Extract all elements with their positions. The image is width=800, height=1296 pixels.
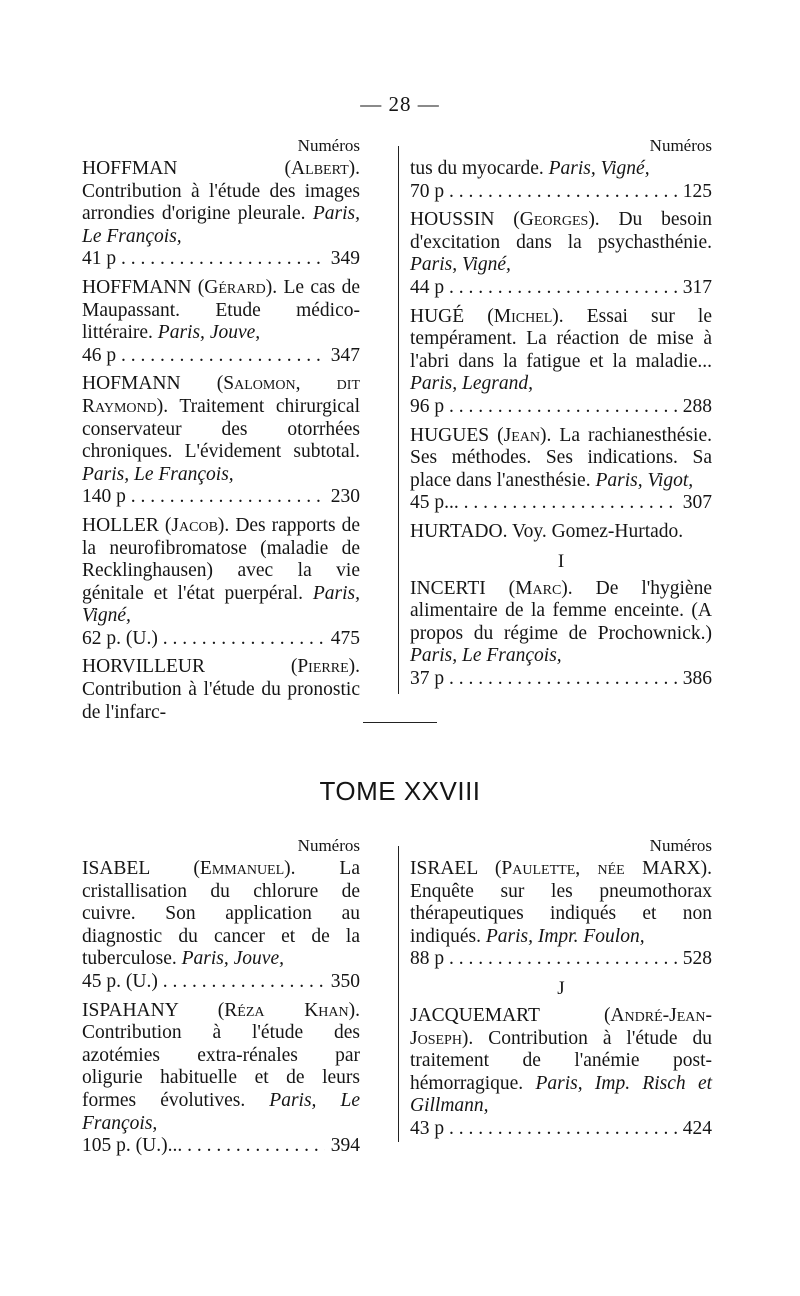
entry-text bbox=[82, 277, 360, 345]
bibliography-entry bbox=[82, 373, 360, 509]
entry-place: Paris, bbox=[410, 373, 458, 395]
entry-text bbox=[410, 209, 712, 277]
entry-number-line bbox=[82, 248, 360, 271]
column-header: Numéros bbox=[297, 136, 360, 155]
section-letter: I bbox=[557, 550, 565, 572]
bibliography-entry bbox=[82, 277, 360, 367]
entry-number-line bbox=[410, 277, 712, 300]
entry-title: Contribution à l'étude du pronostic de l'infarc- bbox=[82, 679, 360, 723]
entry-place: Paris, bbox=[181, 948, 229, 970]
entry-pages: 105 p. (U.)... . . . bbox=[82, 1135, 325, 1158]
column-divider bbox=[398, 146, 399, 694]
bottom-right-column bbox=[410, 836, 712, 1147]
entry-author: HOFFMANN (Gérard). bbox=[82, 276, 278, 298]
top-right-column bbox=[410, 136, 712, 696]
column-header: Numéros bbox=[649, 136, 712, 155]
entry-number: 347 bbox=[330, 344, 360, 366]
bibliography-entry bbox=[82, 158, 360, 271]
entry-place: Paris, bbox=[269, 1089, 317, 1111]
entry-publisher: Le François, bbox=[82, 225, 182, 247]
entry-pages: 44 p . . . bbox=[410, 277, 677, 300]
bibliography-entry bbox=[82, 858, 360, 994]
entry-number: 394 bbox=[330, 1135, 360, 1157]
entry-title: Voy. Gomez-Hurtado. bbox=[512, 520, 684, 542]
entry-text bbox=[410, 578, 712, 668]
entry-title: Du besoin d'excitation dans la psychasthénie. bbox=[410, 209, 712, 253]
entry-text bbox=[410, 425, 712, 493]
entry-author: HOFMANN (Salomon, dit Raymond). bbox=[82, 373, 360, 417]
entry-text bbox=[82, 858, 360, 971]
entry-pages: 43 p . . . bbox=[410, 1118, 677, 1141]
entry-publisher: Le François, bbox=[82, 1089, 360, 1134]
entry-number-line bbox=[82, 345, 360, 368]
entry-list bbox=[410, 578, 712, 691]
entry-publisher: Vigné, bbox=[462, 254, 511, 276]
entry-pages: 37 p . . . bbox=[410, 668, 677, 691]
entry-publisher: Imp. Risch et Gillmann, bbox=[410, 1072, 713, 1117]
entry-text bbox=[82, 656, 360, 724]
entry-publisher: Jouve, bbox=[209, 322, 261, 344]
entry-publisher: Impr. Foulon, bbox=[537, 925, 645, 947]
entry-list bbox=[82, 858, 360, 1158]
entry-place: Paris, bbox=[410, 645, 458, 667]
column-divider bbox=[398, 846, 399, 1142]
bibliography-entry bbox=[410, 209, 712, 299]
entry-title: Contribution à l'étude du traitement de l'anémie post-hémorragique. bbox=[410, 1027, 712, 1094]
entry-pages: 41 p . . . bbox=[82, 248, 325, 271]
tome-title: TOME XXVIII bbox=[319, 776, 481, 806]
entry-author: HOLLER (Jacob). bbox=[82, 514, 230, 536]
entry-place: Paris, bbox=[548, 158, 596, 179]
entry-publisher: Legrand, bbox=[462, 373, 533, 395]
page-number: — 28 — bbox=[360, 92, 440, 116]
entry-number: 350 bbox=[330, 970, 360, 992]
entry-publisher: Vigné, bbox=[600, 158, 650, 179]
entry-number-line bbox=[410, 492, 712, 515]
entry-title: Des rapports de la neurofibromatose (maladie de Recklinghausen) avec la vie génitale et l'état puerpéral. bbox=[82, 514, 360, 604]
entry-number: 230 bbox=[330, 486, 360, 508]
entry-number-line bbox=[82, 486, 360, 509]
entry-list bbox=[410, 1005, 712, 1141]
entry-author: JACQUEMART (André-Jean-Joseph). bbox=[410, 1004, 712, 1049]
entry-number: 317 bbox=[682, 276, 712, 298]
entry-number: 349 bbox=[330, 248, 360, 270]
column-header: Numéros bbox=[649, 836, 712, 855]
entry-place: Paris, bbox=[410, 254, 458, 276]
entry-publisher: Jouve, bbox=[233, 948, 284, 970]
entry-number-line bbox=[410, 181, 712, 204]
entry-place: Paris, bbox=[312, 203, 360, 225]
entry-author: INCERTI (Marc). bbox=[410, 577, 573, 599]
section-letter: J bbox=[557, 977, 565, 999]
entry-pages: 88 p . . . bbox=[410, 948, 677, 971]
entry-number-line bbox=[410, 1118, 712, 1141]
entry-number-line bbox=[82, 971, 360, 994]
entry-pages: 70 p . . . bbox=[410, 181, 677, 204]
entry-author: HORVILLEUR (Pierre). bbox=[82, 656, 360, 678]
bibliography-entry bbox=[410, 306, 712, 419]
entry-text bbox=[410, 521, 712, 544]
entry-number: 386 bbox=[682, 667, 712, 689]
entry-author: ISABEL (Emmanuel). bbox=[82, 858, 296, 879]
bibliography-entry bbox=[410, 158, 712, 203]
entry-number-line bbox=[410, 948, 712, 971]
entry-author: HOFFMAN (Albert). bbox=[82, 158, 360, 179]
entry-number: 424 bbox=[682, 1117, 712, 1139]
bibliography-entry bbox=[410, 1005, 712, 1141]
entry-number: 288 bbox=[682, 395, 712, 417]
entry-pages: 62 p. (U.) . . . bbox=[82, 628, 325, 651]
entry-text bbox=[82, 158, 360, 248]
entry-text bbox=[82, 515, 360, 628]
entry-list bbox=[82, 158, 360, 724]
entry-number-line bbox=[82, 1135, 360, 1158]
bibliography-entry bbox=[82, 515, 360, 651]
entry-number: 528 bbox=[682, 948, 712, 970]
bibliography-entry bbox=[410, 425, 712, 515]
entry-title: tus du myocarde. bbox=[410, 158, 544, 179]
entry-place: Paris, bbox=[535, 1072, 583, 1094]
column-header: Numéros bbox=[297, 836, 360, 855]
entry-title: Essai sur le tempérament. La réaction de mise à l'abri dans la fatigue et la maladie... bbox=[410, 305, 713, 372]
entry-title: Traitement chirurgical conservateur des otorrhées chroniques. L'évidement subtotal. bbox=[82, 395, 360, 463]
entry-number-line bbox=[410, 668, 712, 691]
entry-author: HUGÉ (Michel). bbox=[410, 305, 564, 327]
entry-place: Paris, bbox=[485, 925, 533, 947]
entry-place: Paris, bbox=[157, 322, 205, 344]
bibliography-entry bbox=[410, 578, 712, 691]
entry-publisher: Le François, bbox=[134, 463, 234, 485]
entry-publisher: Le François, bbox=[462, 645, 562, 667]
entry-pages: 96 p . . . bbox=[410, 396, 677, 419]
entry-title: Contribution à l'étude des azotémies extra-rénales par oligurie habituelle et de leurs formes évolutives. bbox=[82, 1022, 360, 1111]
entry-text bbox=[410, 858, 712, 948]
entry-author: ISRAEL (Paulette, née MARX). bbox=[410, 858, 712, 879]
entry-title: Le cas de Maupassant. Etude médico-littéraire. bbox=[82, 276, 360, 344]
entry-author: HOUSSIN (Georges). bbox=[410, 209, 600, 231]
entry-list bbox=[410, 158, 712, 544]
entry-text bbox=[410, 1005, 712, 1118]
entry-author: HURTADO. bbox=[410, 520, 508, 542]
entry-text bbox=[410, 158, 712, 181]
entry-number: 125 bbox=[682, 180, 712, 202]
entry-pages: 45 p... . . . bbox=[410, 492, 677, 515]
entry-list bbox=[410, 858, 712, 971]
bibliography-entry bbox=[82, 656, 360, 724]
entry-pages: 45 p. (U.) . . . bbox=[82, 971, 325, 994]
top-left-column bbox=[82, 136, 360, 730]
entry-text bbox=[410, 306, 712, 396]
entry-number: 307 bbox=[682, 492, 712, 514]
entry-author: ISPAHANY (Réza Khan). bbox=[82, 999, 360, 1021]
bottom-left-column bbox=[82, 836, 360, 1164]
entry-text bbox=[82, 1000, 360, 1136]
entry-title: La cristallisation du chlorure de cuivre. Son application au diagnostic du cancer et de la tuberculose. bbox=[82, 858, 360, 970]
entry-publisher: Vigné, bbox=[82, 605, 131, 627]
entry-title: Enquête sur les pneumothorax thérapeutiques indiqués et non indiqués. bbox=[410, 880, 712, 947]
entry-pages: 140 p . . . bbox=[82, 486, 325, 509]
bibliography-entry bbox=[82, 1000, 360, 1158]
entry-title: La rachianesthésie. Ses méthodes. Ses indications. Sa place dans l'anesthésie. bbox=[410, 424, 712, 491]
entry-number-line bbox=[82, 628, 360, 651]
entry-text bbox=[82, 373, 360, 486]
entry-title: De l'hygiène alimentaire de la femme enceinte. (A propos du régime de Prochownick.) bbox=[410, 577, 712, 644]
entry-number-line bbox=[410, 396, 712, 419]
bibliography-entry bbox=[410, 521, 712, 544]
entry-publisher: Vigot, bbox=[647, 469, 694, 491]
entry-place: Paris, bbox=[312, 582, 360, 604]
entry-number: 475 bbox=[330, 627, 360, 649]
section-divider bbox=[363, 722, 437, 723]
entry-place: Paris, bbox=[82, 463, 130, 485]
entry-title: Contribution à l'étude des images arrondies d'origine pleurale. bbox=[82, 180, 360, 225]
entry-pages: 46 p . . . bbox=[82, 345, 325, 368]
entry-place: Paris, bbox=[595, 469, 643, 491]
bibliography-entry bbox=[410, 858, 712, 971]
entry-author: HUGUES (Jean). bbox=[410, 424, 552, 446]
